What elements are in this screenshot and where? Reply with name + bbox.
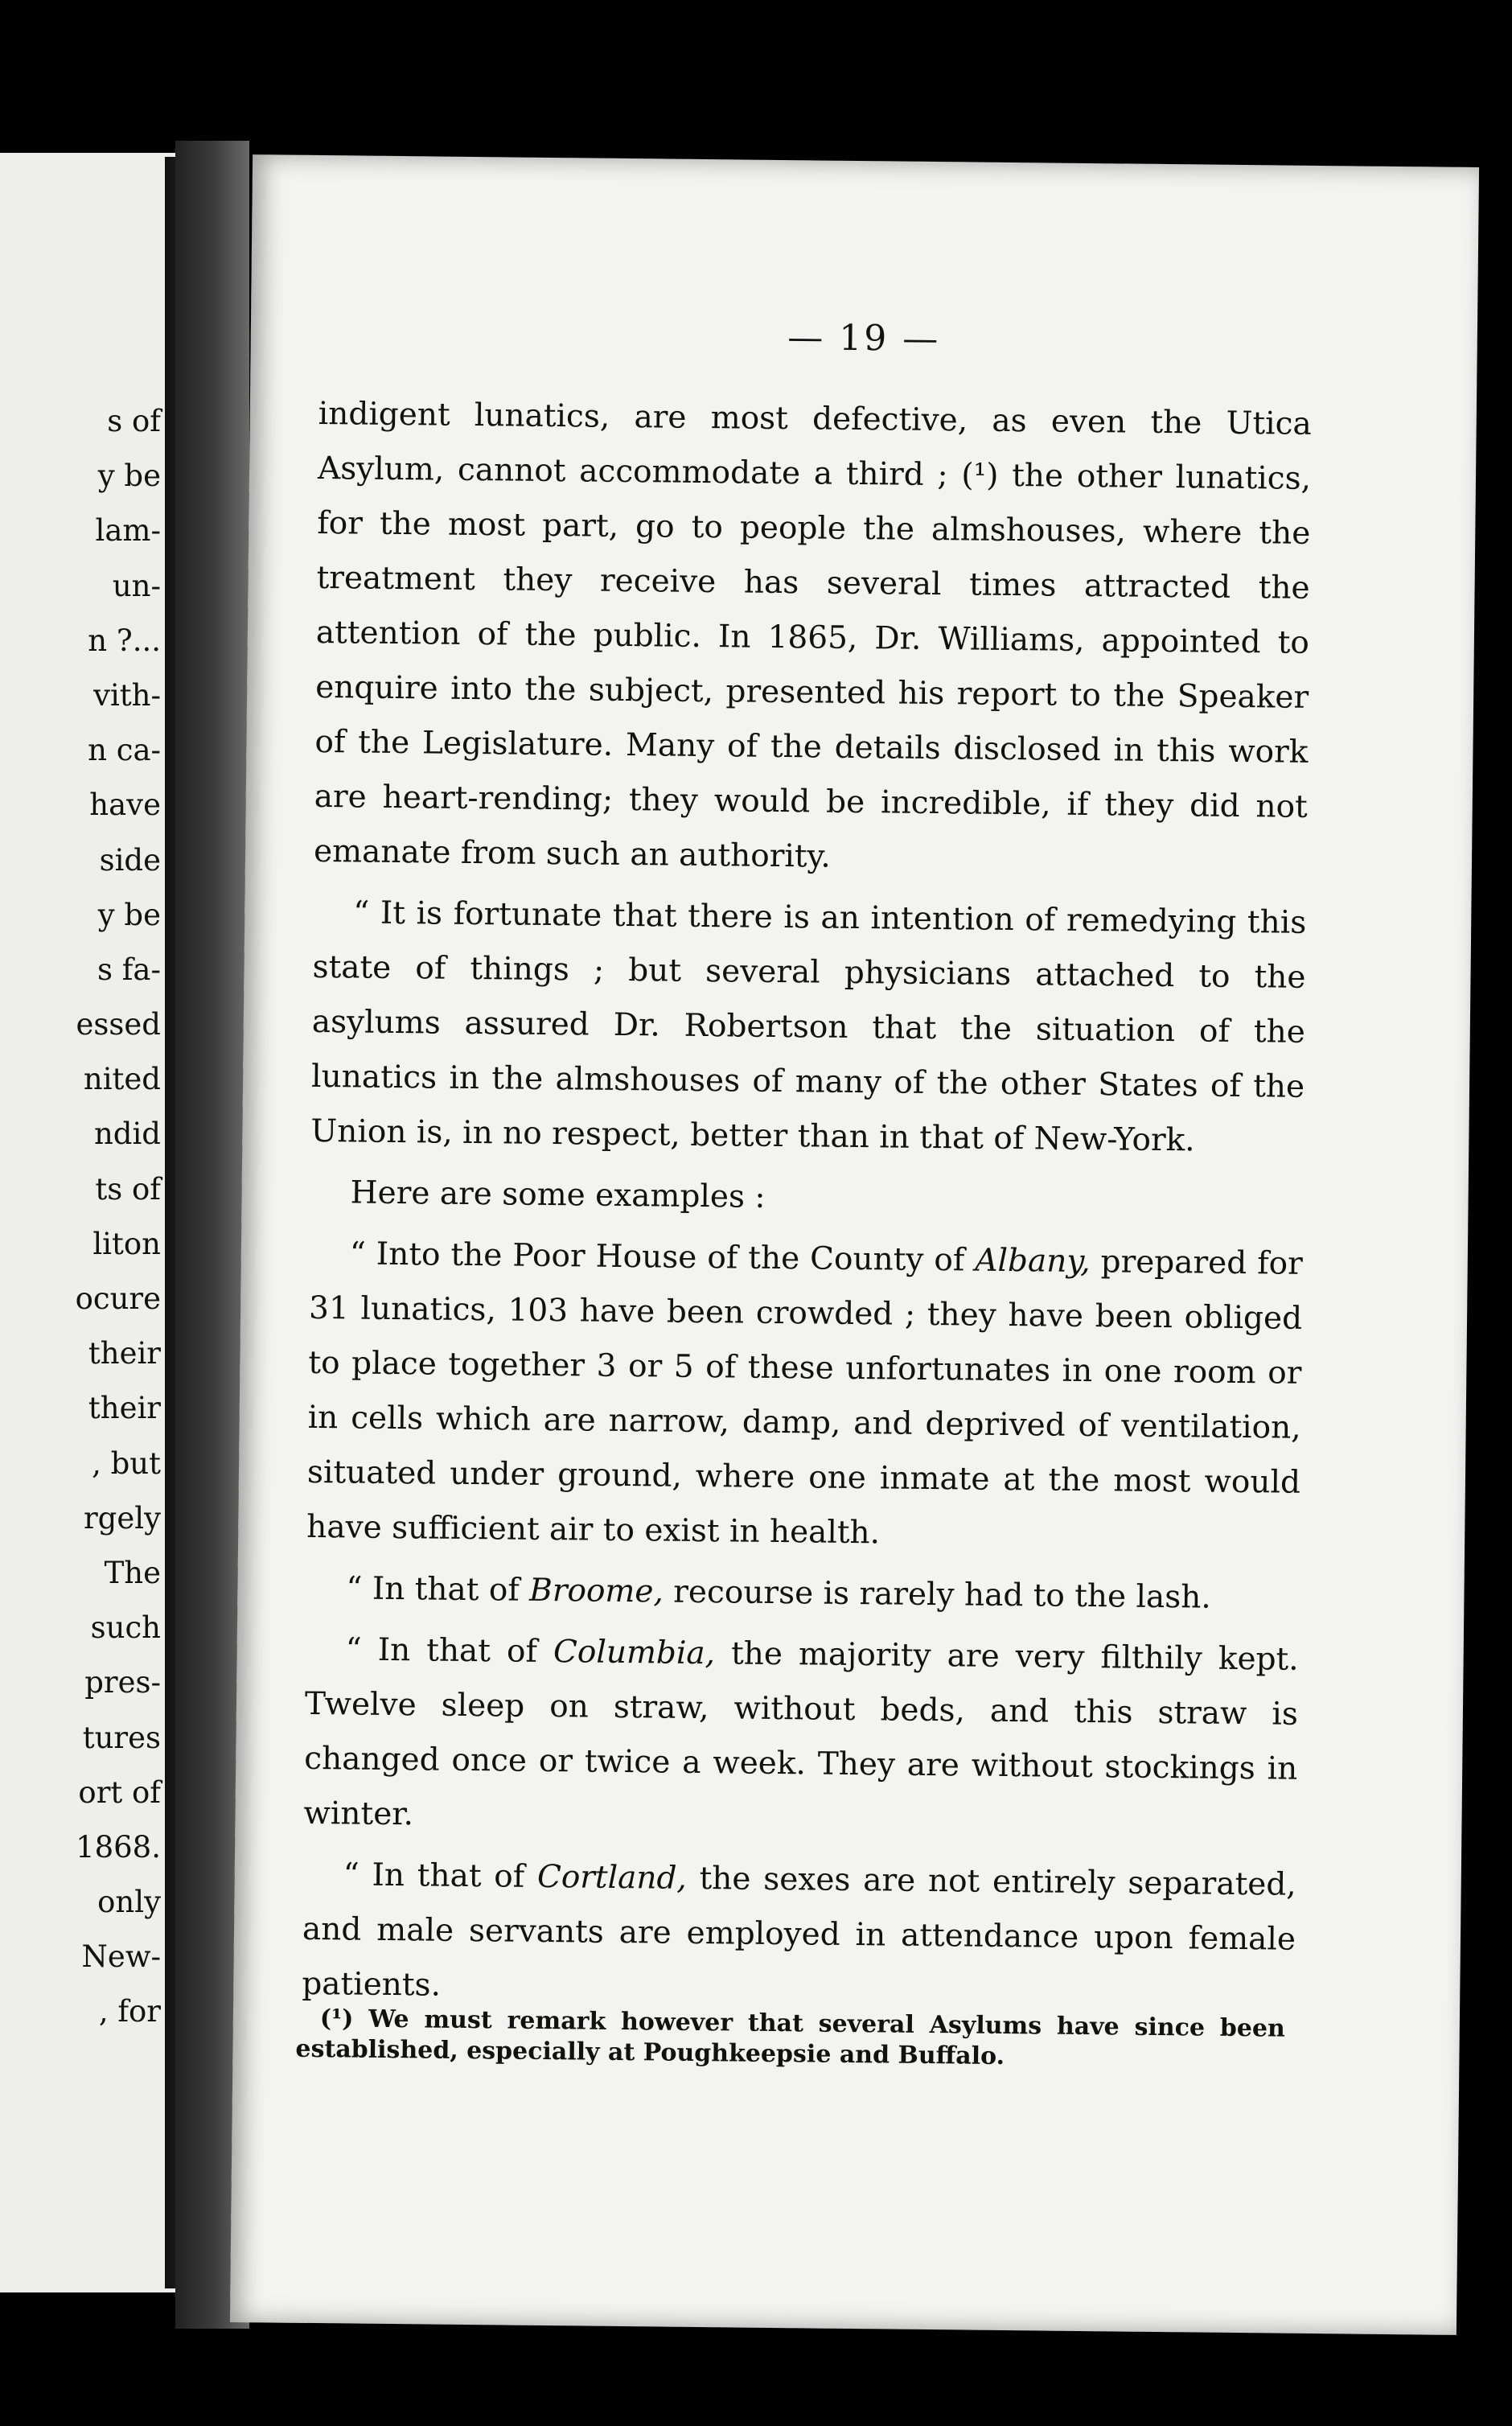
paragraph-text: prepared for 31 lunatics, 103 have been crowded ; they have been obliged to place together 3 or 5 of these unfortunates in one room or in cells which are narrow, damp, and deprived of ventilation, situated under ground, where one inmate at the most would have sufficient air to exist in health.	[306, 1244, 1304, 1552]
facing-page-line: side	[99, 842, 161, 878]
facing-page-line: their	[88, 1391, 161, 1426]
paragraph-text: “ In that of	[346, 1570, 530, 1609]
paragraph	[303, 1622, 1299, 1852]
facing-page-line: pres-	[84, 1665, 161, 1700]
paragraph-text: “ It is fortunate that there is an intention of remedying this state of things ; but several physicians attached to the asylums assured Dr. Robertson that the situation of the lunatics in the almshouses of many of the other States of the Union is, in no respect, better than in that of New-York.	[310, 894, 1307, 1159]
county-name: Broome,	[528, 1572, 664, 1610]
facing-page-line: only	[97, 1885, 161, 1920]
facing-page-line: such	[90, 1610, 161, 1646]
page-number: — 19 —	[787, 317, 941, 360]
facing-page-line: s of	[107, 404, 161, 438]
facing-page-line: ts of	[95, 1171, 161, 1207]
paragraph-text: recourse is rarely had to the lash.	[663, 1573, 1211, 1616]
paragraph-text: “ Into the Poor House of the County of	[349, 1236, 976, 1279]
facing-page-line: vith-	[93, 677, 161, 713]
facing-page-line: un-	[112, 568, 161, 603]
footnote	[295, 2004, 1285, 2075]
paragraph	[302, 1848, 1296, 2022]
facing-page-line: lam-	[95, 513, 161, 549]
facing-page-line: essed	[76, 1007, 161, 1042]
book-page	[230, 154, 1479, 2335]
paragraph	[306, 1227, 1303, 1565]
facing-page-line: New-	[81, 1939, 161, 1975]
facing-page-line: y be	[97, 458, 161, 494]
paragraph-text: the sexes are not entirely separated, and male servants are employed in attendance upon female patients.	[302, 1860, 1296, 2004]
facing-page-line: The	[104, 1555, 161, 1590]
county-name: Cortland,	[536, 1858, 688, 1897]
facing-page-line: tures	[82, 1720, 161, 1755]
paragraph	[310, 1166, 1304, 1231]
paragraph-text: “ In that of	[345, 1631, 554, 1671]
facing-page	[0, 153, 175, 2292]
facing-page-line: their	[88, 1336, 161, 1371]
footnote-text: (¹) We must remark however that several Asylums have since been established, especially at Poughkeepsie and Buffalo.	[295, 2005, 1286, 2071]
paragraph	[314, 387, 1312, 890]
paragraph	[306, 1561, 1300, 1626]
paragraph-text: “ In that of	[343, 1857, 538, 1895]
paragraph	[310, 886, 1306, 1170]
facing-page-line: , for	[98, 1994, 161, 2029]
paragraph-text: the majority are very filthily kept. Twelve sleep on straw, without beds, and this straw is changed once or twice a week. They are without stockings in winter.	[303, 1635, 1299, 1833]
facing-page-line: , but	[92, 1445, 161, 1481]
facing-page-line: n ?...	[88, 623, 161, 658]
facing-page-line: ocure	[75, 1281, 161, 1316]
facing-page-line: nited	[83, 1062, 161, 1097]
facing-page-line: liton	[92, 1226, 161, 1261]
county-name: Albany,	[975, 1242, 1091, 1281]
facing-page-line: ndid	[93, 1116, 161, 1152]
county-name: Columbia,	[553, 1634, 716, 1672]
body-text	[302, 387, 1312, 2022]
facing-page-line: rgely	[83, 1500, 161, 1536]
facing-page-line: n ca-	[88, 733, 161, 768]
facing-page-line: y be	[97, 897, 161, 932]
facing-page-text-edge	[0, 394, 161, 2040]
facing-page-line: ort of	[78, 1774, 161, 1810]
paragraph-text: Here are some examples :	[350, 1174, 766, 1215]
paragraph-text: indigent lunatics, are most defective, as even the Utica Asylum, cannot accommodate a third ; (¹) the other lunatics, for the most part, go to people the almshouses, where the treatment they receive has several times attracted the attention of the public. In 1865, Dr. Williams, appointed to enquire into the subject, presented his report to the Speaker of the Legislature. Many of the details disclosed in this work are heart-rending; they would be incredible, if they did not emanate from such an authority.	[313, 395, 1312, 875]
facing-page-line: 1868.	[76, 1829, 161, 1865]
facing-page-line: s fa-	[97, 952, 161, 987]
facing-page-line: have	[89, 787, 161, 823]
